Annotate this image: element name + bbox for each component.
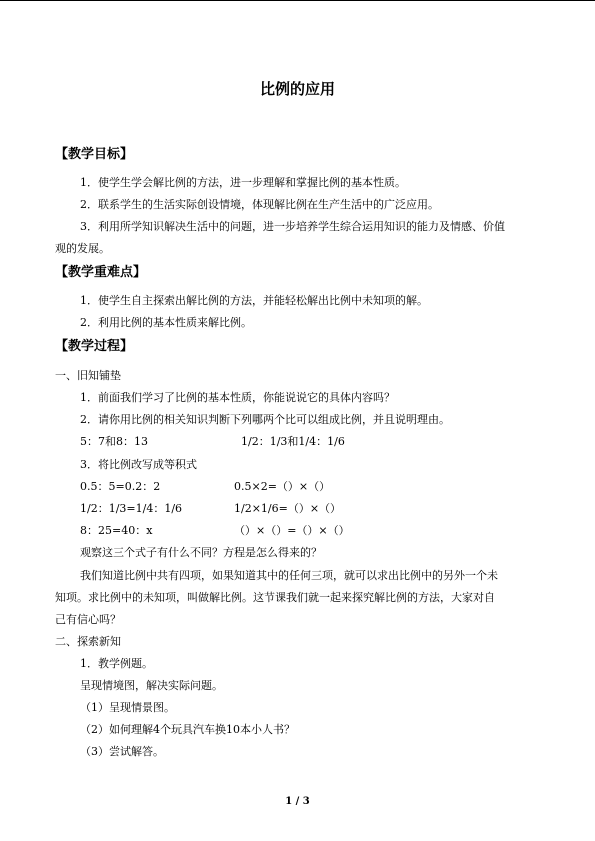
part2-item: （1）呈现情景图。 bbox=[80, 701, 175, 714]
key-point-item: 2．利用比例的基本性质来解比例。 bbox=[80, 316, 252, 329]
equation-left: 8：25=40：x bbox=[80, 524, 153, 537]
top-rule bbox=[0, 0, 595, 1]
goal-item: 1．使学生学会解比例的方法，进一步理解和掌握比例的基本性质。 bbox=[80, 176, 406, 189]
key-points-heading: 【教学重难点】 bbox=[55, 265, 147, 280]
goals-heading: 【教学目标】 bbox=[55, 147, 134, 162]
part1-item: 1．前面我们学习了比例的基本性质，你能说说它的具体内容吗？ bbox=[80, 391, 395, 404]
intro-paragraph-line: 知项。求比例中的未知项，叫做解比例。这节课我们就一起来探究解比例的方法，大家对自 bbox=[55, 591, 495, 604]
goal-item: 3．利用所学知识解决生活中的问题，进一步培养学生综合运用知识的能力及情感、价值 bbox=[80, 220, 505, 233]
key-point-item: 1．使学生自主探索出解比例的方法，并能轻松解出比例中未知项的解。 bbox=[80, 294, 428, 307]
page-title: 比例的应用 bbox=[259, 80, 335, 98]
equation-left: 0.5：5=0.2：2 bbox=[80, 480, 161, 493]
ratio-pair-left: 5：7和8：13 bbox=[80, 435, 148, 448]
equation-right: （）×（）=（）×（） bbox=[234, 524, 350, 537]
goal-item: 2．联系学生的生活实际创设情境，体现解比例在生产生活中的广泛应用。 bbox=[80, 198, 439, 211]
part1-heading: 一、旧知铺垫 bbox=[55, 369, 121, 382]
part2-heading: 二、探索新知 bbox=[55, 635, 121, 648]
part2-item: 1．教学例题。 bbox=[80, 657, 153, 670]
part2-item: （3）尝试解答。 bbox=[80, 745, 164, 758]
page-number: 1 / 3 bbox=[285, 796, 310, 807]
intro-paragraph-line: 我们知道比例中共有四项，如果知道其中的任何三项，就可以求出比例中的另外一个未 bbox=[80, 569, 498, 582]
process-heading: 【教学过程】 bbox=[55, 339, 134, 354]
step3-text: 3．将比例改写成等积式 bbox=[80, 458, 197, 471]
part2-item: （2）如何理解4个玩具汽车换10本小人书？ bbox=[80, 723, 295, 736]
equation-right: 0.5×2=（）×（） bbox=[234, 480, 331, 493]
observe-question: 观察这三个式子有什么不同？方程是怎么得来的？ bbox=[80, 546, 322, 559]
ratio-pair-right: 1/2：1/3和1/4：1/6 bbox=[241, 435, 345, 448]
goal-item-continuation: 观的发展。 bbox=[55, 242, 110, 255]
intro-paragraph-line: 己有信心吗？ bbox=[55, 613, 121, 626]
equation-left: 1/2：1/3=1/4：1/6 bbox=[80, 502, 183, 515]
part1-item: 2．请你用比例的相关知识判断下列哪两个比可以组成比例，并且说明理由。 bbox=[80, 413, 450, 426]
equation-right: 1/2×1/6=（）×（） bbox=[234, 502, 342, 515]
part2-item: 呈现情境图，解决实际问题。 bbox=[80, 679, 223, 692]
